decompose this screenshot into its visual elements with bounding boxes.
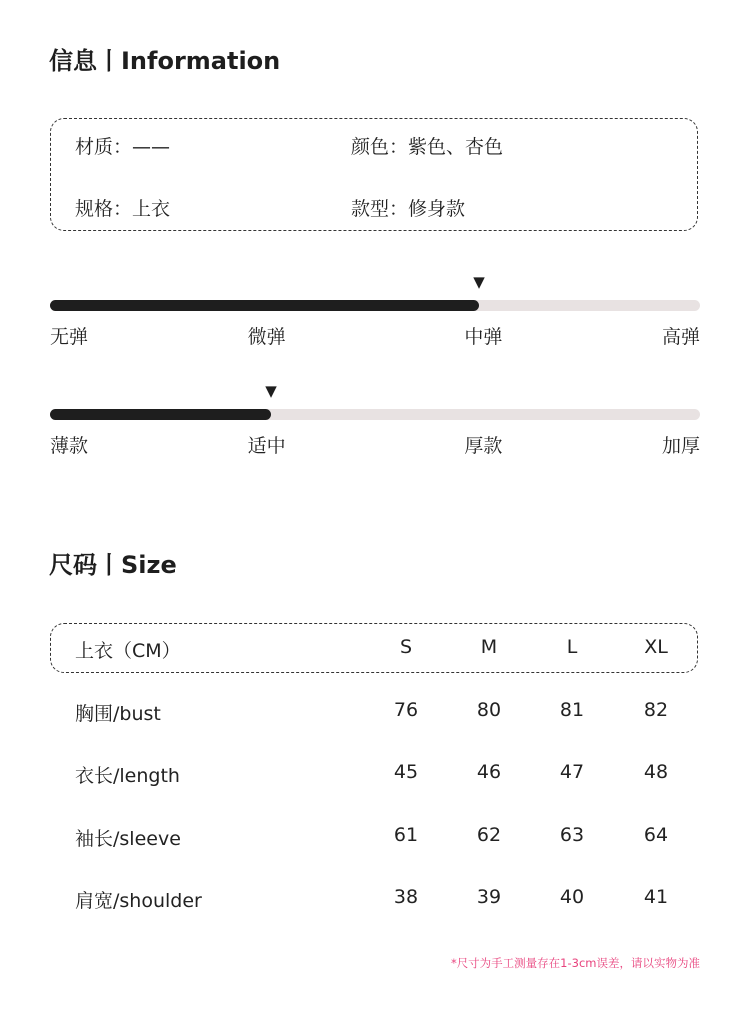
size-header-label: 上衣（CM） <box>75 640 181 662</box>
elasticity-fill <box>50 300 479 311</box>
table-cell: 45 <box>393 761 419 783</box>
thickness-scale <box>50 382 701 457</box>
thickness-fill <box>50 409 271 420</box>
size-header-l: L <box>566 636 578 658</box>
table-cell: 39 <box>476 886 502 908</box>
table-cell: 61 <box>393 824 419 846</box>
style-field: 款型：修身款 <box>351 198 466 220</box>
table-cell: 40 <box>559 886 585 908</box>
thickness-label-thick: 厚款 <box>464 435 503 457</box>
elasticity-label-high: 高弹 <box>662 326 701 348</box>
size-section-title: 尺码丨Size <box>49 551 177 579</box>
size-header-s: S <box>399 636 413 658</box>
material-field: 材质：—— <box>75 136 171 158</box>
elasticity-label-medium: 中弹 <box>464 326 503 348</box>
table-cell: 81 <box>559 699 585 721</box>
info-section-title: 信息丨Information <box>49 47 281 75</box>
color-field: 颜色：紫色、杏色 <box>351 136 504 158</box>
thickness-label-extra-thick: 加厚 <box>662 435 701 457</box>
size-header-xl: XL <box>644 636 668 658</box>
measurement-note: *尺寸为手工测量存在1-3cm误差，请以实物为准 <box>450 956 700 970</box>
thickness-label-medium: 适中 <box>247 435 286 457</box>
thickness-label-thin: 薄款 <box>50 435 89 457</box>
elasticity-marker-icon: ▼ <box>473 273 485 291</box>
table-cell: 64 <box>643 824 669 846</box>
table-cell: 62 <box>476 824 502 846</box>
table-row-label: 胸围/bust <box>75 703 161 725</box>
table-row-label: 衣长/length <box>75 765 180 787</box>
elasticity-label-slight: 微弹 <box>247 326 286 348</box>
spec-field: 规格：上衣 <box>75 198 171 220</box>
size-header-m: M <box>480 636 498 658</box>
elasticity-label-none: 无弹 <box>50 326 89 348</box>
table-cell: 80 <box>476 699 502 721</box>
table-row-label: 肩宽/shoulder <box>75 890 202 912</box>
thickness-marker-icon: ▼ <box>265 382 277 400</box>
table-cell: 48 <box>643 761 669 783</box>
table-cell: 82 <box>643 699 669 721</box>
table-cell: 63 <box>559 824 585 846</box>
table-cell: 76 <box>393 699 419 721</box>
elasticity-scale <box>50 273 701 348</box>
table-cell: 41 <box>643 886 669 908</box>
table-cell: 46 <box>476 761 502 783</box>
table-cell: 38 <box>393 886 419 908</box>
table-cell: 47 <box>559 761 585 783</box>
table-row-label: 袖长/sleeve <box>75 828 181 850</box>
